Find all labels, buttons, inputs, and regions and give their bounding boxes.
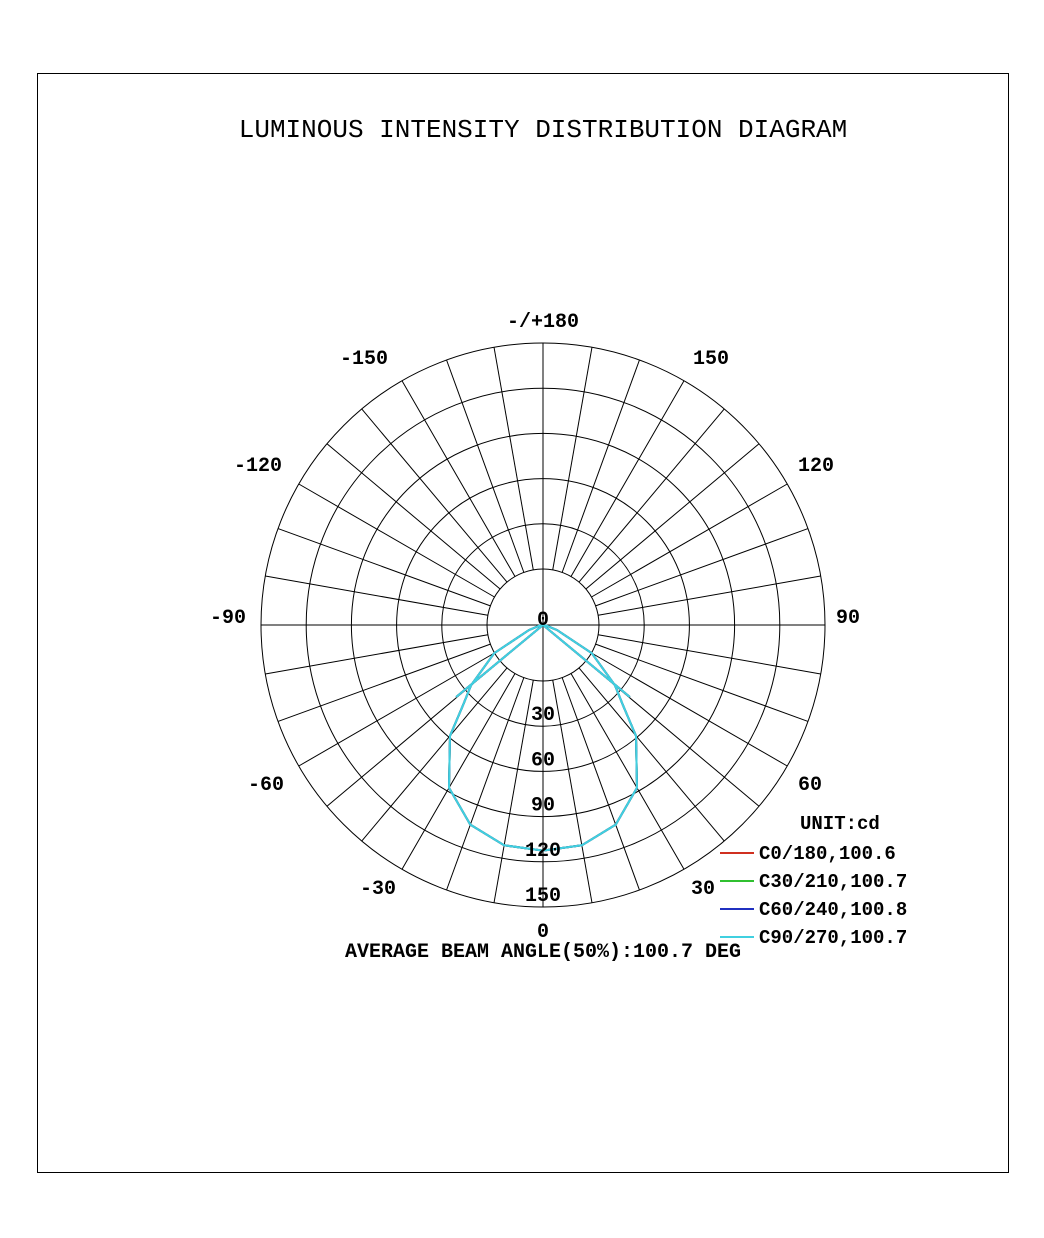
legend bbox=[720, 813, 907, 949]
angle-label-0: 0 bbox=[536, 921, 550, 944]
grid-spoke-160 bbox=[562, 360, 639, 572]
legend-entry-2: C60/240,100.8 bbox=[759, 899, 908, 921]
angle-label-180: -/+180 bbox=[506, 311, 580, 334]
grid-spoke-230 bbox=[327, 444, 500, 589]
grid-spoke-80 bbox=[598, 635, 821, 674]
radial-label-150: 150 bbox=[524, 885, 562, 908]
grid-spoke-350 bbox=[494, 680, 533, 903]
grid-spoke-170 bbox=[553, 347, 592, 570]
grid-spoke-10 bbox=[553, 680, 592, 903]
legend-entry-1: C30/210,100.7 bbox=[759, 871, 908, 893]
chart-title: LUMINOUS INTENSITY DISTRIBUTION DIAGRAM bbox=[238, 115, 848, 145]
angle-label-150: 150 bbox=[692, 348, 730, 371]
grid-spoke-320 bbox=[362, 668, 507, 841]
angle-label-30: 30 bbox=[690, 878, 716, 901]
legend-entry-0: C0/180,100.6 bbox=[759, 843, 896, 865]
grid-spoke-260 bbox=[265, 576, 488, 615]
grid-spoke-40 bbox=[579, 668, 724, 841]
grid-spoke-20 bbox=[562, 678, 639, 890]
angle-label-120: 120 bbox=[797, 455, 835, 478]
radial-label-90: 90 bbox=[530, 794, 556, 818]
center-label: 0 bbox=[536, 609, 550, 632]
legend-entry-3: C90/270,100.7 bbox=[759, 927, 908, 949]
grid-spoke-100 bbox=[598, 576, 821, 615]
grid-spoke-290 bbox=[278, 644, 490, 721]
unit-label: UNIT:cd bbox=[800, 813, 880, 835]
angle-label--150: -150 bbox=[339, 348, 389, 371]
grid-spoke-200 bbox=[447, 360, 524, 572]
grid-spoke-190 bbox=[494, 347, 533, 570]
beam-angle-text: AVERAGE BEAM ANGLE(50%):100.7 DEG bbox=[344, 941, 742, 964]
radial-label-120: 120 bbox=[524, 839, 562, 863]
angle-label-60: 60 bbox=[797, 774, 823, 797]
grid-spoke-130 bbox=[586, 444, 759, 589]
grid-spoke-110 bbox=[596, 529, 808, 606]
angle-label--30: -30 bbox=[359, 878, 397, 901]
grid-spoke-220 bbox=[362, 409, 507, 582]
angle-label-90: 90 bbox=[835, 607, 861, 630]
grid-spoke-140 bbox=[579, 409, 724, 582]
angle-label--120: -120 bbox=[233, 455, 283, 478]
beam-line-3-0 bbox=[543, 625, 630, 697]
grid-spoke-70 bbox=[596, 644, 808, 721]
radial-label-60: 60 bbox=[530, 749, 556, 773]
grid-spoke-280 bbox=[265, 635, 488, 674]
grid-spoke-340 bbox=[447, 678, 524, 890]
angle-label--60: -60 bbox=[247, 774, 285, 797]
angle-label--90: -90 bbox=[209, 607, 247, 630]
radial-label-30: 30 bbox=[530, 704, 556, 728]
beam-line-3-1 bbox=[456, 625, 543, 697]
grid-spoke-250 bbox=[278, 529, 490, 606]
